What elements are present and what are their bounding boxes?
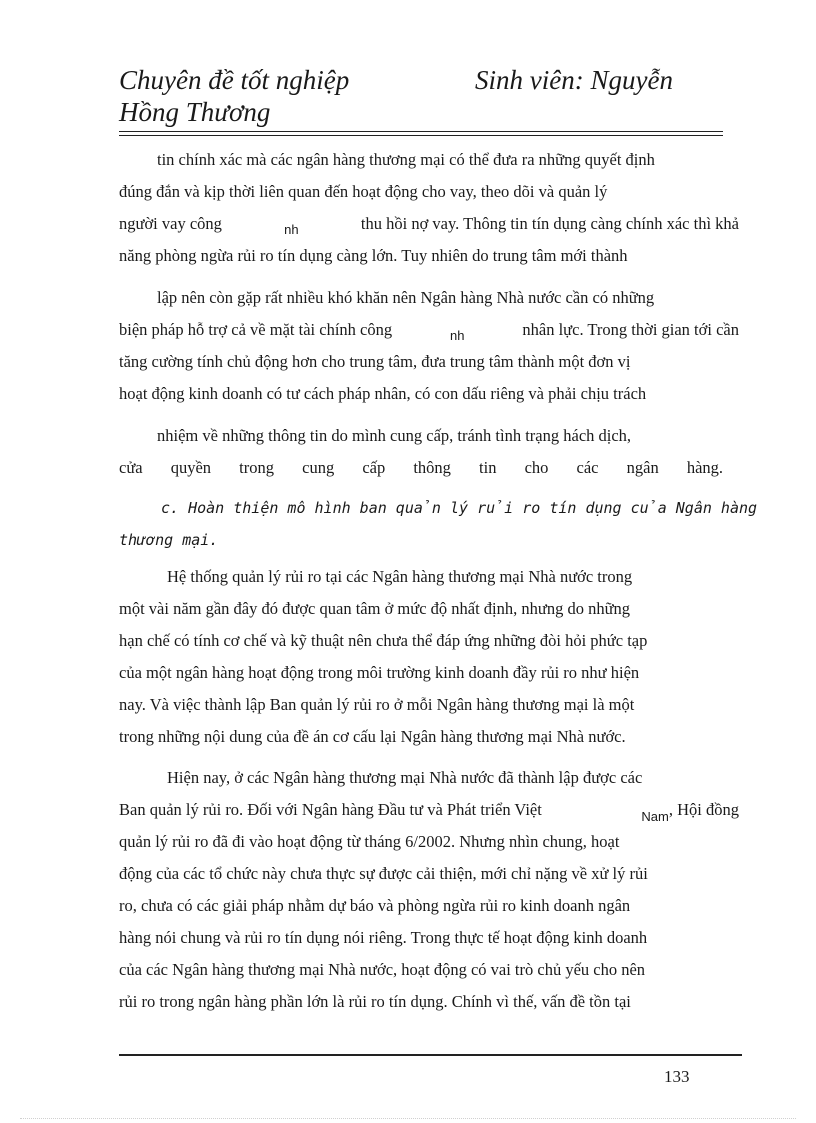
section-subheading — [119, 492, 758, 556]
text-line — [119, 176, 739, 208]
text-line — [119, 625, 739, 657]
header-double-rule — [119, 131, 723, 136]
text-line — [119, 314, 739, 346]
text-line — [119, 721, 739, 753]
page-header — [119, 62, 725, 130]
text-run: động của các tổ chức này chưa thực sự được cải thiện, mới chỉ nặng về xử lý rủi — [119, 864, 648, 883]
footer-rule — [119, 1054, 742, 1056]
text-line — [119, 492, 758, 524]
author-name: Hồng Thương — [119, 97, 271, 127]
text-run: rủi ro trong ngân hàng phần lớn là rủi ro tín dụng. Chính vì thế, vấn đề tồn tại — [119, 992, 631, 1011]
author-label: Sinh viên: Nguyễn — [475, 65, 673, 95]
text-run: biện pháp hỗ trợ cả về mặt tài chính công — [119, 320, 393, 339]
text-run: của các Ngân hàng thương mại Nhà nước, hoạt động có vai trò chủ yếu cho nên — [119, 960, 646, 979]
text-line — [119, 657, 739, 689]
page-edge-dotted-line — [20, 1118, 796, 1119]
text-line — [119, 144, 739, 176]
text-run: nhân lực. Trong thời gian tới cần — [522, 320, 739, 339]
paragraph-continuation-2 — [119, 282, 739, 410]
text-run: tăng cường tính chủ động hơn cho trung tâm, đưa trung tâm thành một đơn vị — [119, 352, 631, 371]
text-line — [119, 890, 739, 922]
misplaced-fragment: nh — [450, 328, 465, 343]
text-run: Ban quản lý rủi ro. Đối với Ngân hàng Đầu tư và Phát triển Việt — [119, 800, 542, 819]
text-run: cửa quyền trong cung cấp thông tin cho các ngân hàng. — [119, 458, 724, 477]
paragraph-current-status — [119, 762, 739, 1018]
text-run: hoạt động kinh doanh có tư cách pháp nhân, có con dấu riêng và phải chịu trách — [119, 384, 647, 403]
text-line — [119, 954, 739, 986]
text-line — [119, 282, 739, 314]
text-run: , Hội đồng — [668, 800, 739, 819]
text-run: nay. Và việc thành lập Ban quản lý rủi ro ở mỗi Ngân hàng thương mại là một — [119, 695, 635, 714]
text-line — [119, 208, 739, 240]
paragraph-risk-system — [119, 561, 739, 753]
paragraph-continuation-1 — [119, 144, 739, 272]
paragraph-continuation-3 — [119, 420, 739, 484]
text-line — [119, 858, 739, 890]
misplaced-fragment: nh — [284, 222, 299, 237]
page-number: 133 — [664, 1067, 690, 1086]
text-run: năng phòng ngừa rủi ro tín dụng càng lớn. Tuy nhiên do trung tâm mới thành — [119, 246, 628, 265]
text-line — [119, 346, 739, 378]
text-run: c. Hoàn thiện mô hình ban quản lý rủi ro tín dụng của Ngân hàng — [161, 499, 758, 517]
document-title: Chuyên đề tốt nghiệp — [119, 65, 350, 95]
text-run: một vài năm gần đây đó được quan tâm ở mức độ nhất định, nhưng do những — [119, 599, 631, 618]
text-line — [119, 986, 739, 1018]
text-line — [119, 762, 739, 794]
text-run: người vay công — [119, 214, 222, 233]
text-run: hạn chế có tính cơ chế và kỹ thuật nên chưa thể đáp ứng những đòi hỏi phức tạp — [119, 631, 648, 650]
text-line — [119, 593, 739, 625]
text-run: nhiệm về những thông tin do mình cung cấp, tránh tình trạng hách dịch, — [157, 426, 632, 445]
text-run: Hiện nay, ở các Ngân hàng thương mại Nhà nước đã thành lập được các — [167, 768, 643, 787]
text-run: hàng nói chung và rủi ro tín dụng nói riêng. Trong thực tế hoạt động kinh doanh — [119, 928, 648, 947]
text-line — [119, 452, 739, 484]
header-line-1 — [119, 62, 725, 98]
text-run: Hệ thống quản lý rủi ro tại các Ngân hàng thương mại Nhà nước trong — [167, 567, 633, 586]
text-line — [119, 378, 739, 410]
text-run: trong những nội dung của đề án cơ cấu lại Ngân hàng thương mại Nhà nước. — [119, 727, 626, 746]
text-line — [119, 524, 739, 556]
text-line — [119, 240, 739, 272]
text-run: thương mại. — [119, 531, 219, 549]
text-line — [119, 922, 739, 954]
text-line — [119, 689, 739, 721]
text-line — [119, 794, 739, 826]
text-run: lập nên còn gặp rất nhiều khó khăn nên Ngân hàng Nhà nước cần có những — [157, 288, 655, 307]
text-line — [119, 561, 739, 593]
text-run: tin chính xác mà các ngân hàng thương mại có thể đưa ra những quyết định — [157, 150, 655, 169]
text-run: quản lý rủi ro đã đi vào hoạt động từ tháng 6/2002. Nhưng nhìn chung, hoạt — [119, 832, 620, 851]
text-run: của một ngân hàng hoạt động trong môi trường kinh doanh đầy rủi ro như hiện — [119, 663, 640, 682]
text-run: thu hồi nợ vay. Thông tin tín dụng càng chính xác thì khả — [360, 214, 739, 233]
text-run: đúng đắn và kịp thời liên quan đến hoạt động cho vay, theo dõi và quản lý — [119, 182, 608, 201]
text-line — [119, 420, 739, 452]
misplaced-fragment: Nam — [641, 809, 669, 824]
text-run: ro, chưa có các giải pháp nhằm dự báo và phòng ngừa rủi ro kinh doanh ngân — [119, 896, 631, 915]
